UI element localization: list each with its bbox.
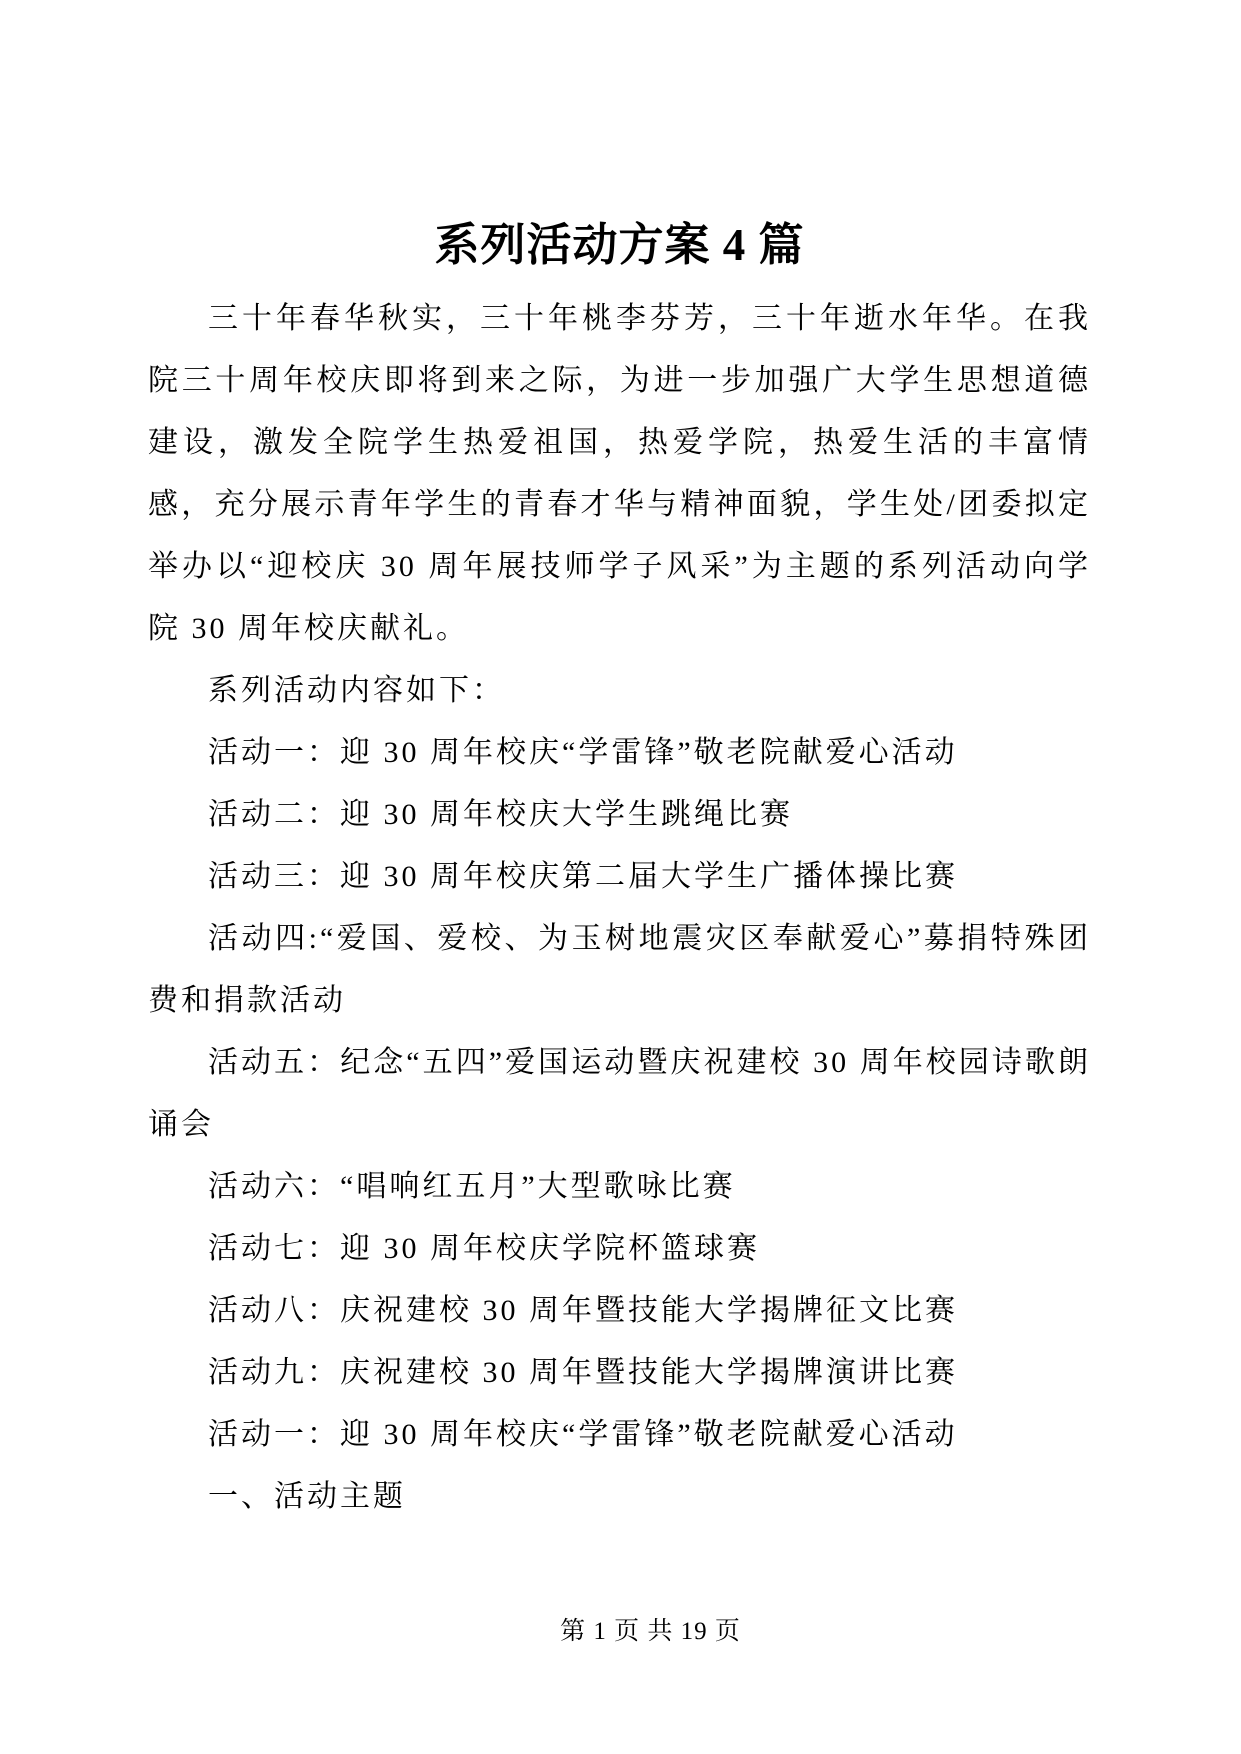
paragraph: 活动六：“唱响红五月”大型歌咏比赛 [208, 1170, 736, 1203]
paragraph: 一、活动主题 [208, 1480, 406, 1513]
paragraph: 系列活动内容如下： [208, 674, 505, 707]
paragraph: 活动七：迎 30 周年校庆学院杯篮球赛 [208, 1232, 760, 1265]
paragraph: 活动五：纪念“五四”爱国运动暨庆祝建校 30 周年校园诗歌朗诵会 [148, 1046, 1091, 1141]
paragraph: 活动九：庆祝建校 30 周年暨技能大学揭牌演讲比赛 [208, 1356, 958, 1389]
paragraph: 活动四:“爱国、爱校、为玉树地震灾区奉献爱心”募捐特殊团费和捐款活动 [148, 922, 1091, 1017]
paragraph: 活动八：庆祝建校 30 周年暨技能大学揭牌征文比赛 [208, 1294, 958, 1327]
document-body [148, 288, 1091, 1528]
paragraph: 活动三：迎 30 周年校庆第二届大学生广播体操比赛 [208, 860, 958, 893]
paragraph: 三十年春华秋实，三十年桃李芬芳，三十年逝水年华。在我院三十周年校庆即将到来之际，为进一步加强广大学生思想道德建设，激发全院学生热爱祖国，热爱学院，热爱生活的丰富情感，充分展示青年学生的青春才华与精神面貌，学生处/团委拟定举办以“迎校庆 30 周年展技师学子风采”为主题的系列活动向学院 30 周年校庆献礼。 [148, 302, 1091, 645]
page-footer [30, 1616, 1241, 1648]
document-title: 系列活动方案 4 篇 [434, 220, 805, 270]
paragraph: 活动一：迎 30 周年校庆“学雷锋”敬老院献爱心活动 [208, 736, 958, 769]
page-number-label: 第 1 页 共 19 页 [560, 1618, 741, 1645]
paragraph: 活动二：迎 30 周年校庆大学生跳绳比赛 [208, 798, 793, 831]
paragraph: 活动一：迎 30 周年校庆“学雷锋”敬老院献爱心活动 [208, 1418, 958, 1451]
